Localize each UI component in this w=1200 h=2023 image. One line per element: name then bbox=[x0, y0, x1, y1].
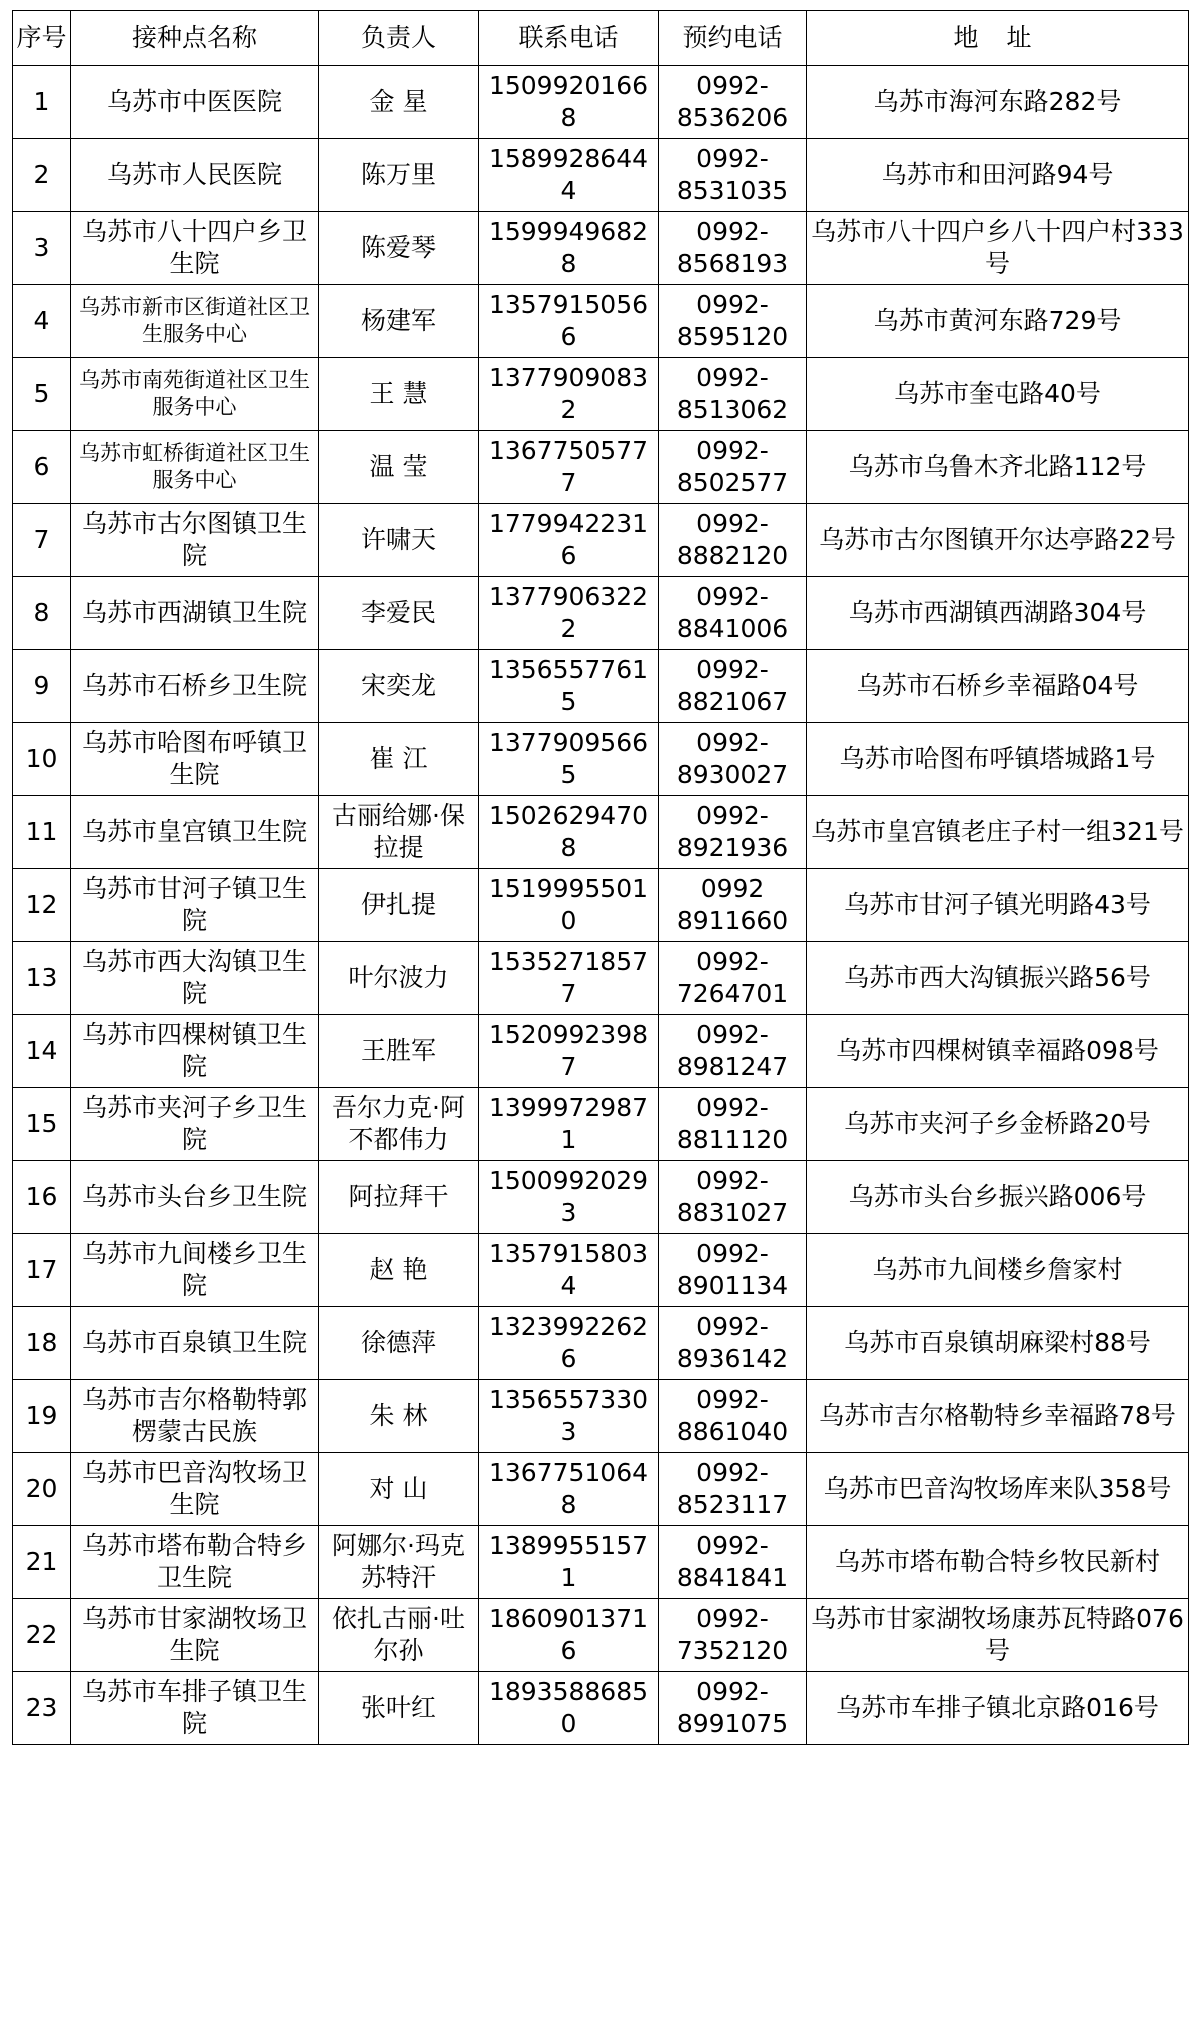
cell-booking-phone: 0992- 8991075 bbox=[659, 1672, 807, 1745]
cell-site-name: 乌苏市人民医院 bbox=[71, 139, 319, 212]
cell-index: 6 bbox=[13, 431, 71, 504]
column-header-index: 序号 bbox=[13, 11, 71, 66]
table-row bbox=[13, 358, 1189, 431]
cell-phone: 13579150566 bbox=[479, 285, 659, 358]
table-row bbox=[13, 1599, 1189, 1672]
cell-phone: 13239922626 bbox=[479, 1307, 659, 1380]
cell-index: 11 bbox=[13, 796, 71, 869]
cell-address: 乌苏市四棵树镇幸福路098号 bbox=[807, 1015, 1189, 1088]
cell-manager: 叶尔波力 bbox=[319, 942, 479, 1015]
cell-phone: 13779090832 bbox=[479, 358, 659, 431]
cell-index: 9 bbox=[13, 650, 71, 723]
table-row bbox=[13, 1015, 1189, 1088]
column-header-manager: 负责人 bbox=[319, 11, 479, 66]
cell-site-name: 乌苏市头台乡卫生院 bbox=[71, 1161, 319, 1234]
column-header-booking: 预约电话 bbox=[659, 11, 807, 66]
cell-phone: 13779095665 bbox=[479, 723, 659, 796]
cell-index: 2 bbox=[13, 139, 71, 212]
cell-address: 乌苏市夹河子乡金桥路20号 bbox=[807, 1088, 1189, 1161]
cell-phone: 18609013716 bbox=[479, 1599, 659, 1672]
cell-index: 5 bbox=[13, 358, 71, 431]
cell-site-name: 乌苏市八十四户乡卫生院 bbox=[71, 212, 319, 285]
cell-site-name: 乌苏市南苑街道社区卫生服务中心 bbox=[71, 358, 319, 431]
cell-site-name: 乌苏市皇宫镇卫生院 bbox=[71, 796, 319, 869]
header-row bbox=[13, 11, 1189, 66]
cell-booking-phone: 0992- 8841006 bbox=[659, 577, 807, 650]
cell-manager: 古丽给娜·保拉提 bbox=[319, 796, 479, 869]
table-row bbox=[13, 1453, 1189, 1526]
cell-index: 15 bbox=[13, 1088, 71, 1161]
cell-booking-phone: 0992- 8901134 bbox=[659, 1234, 807, 1307]
cell-manager: 阿拉拜干 bbox=[319, 1161, 479, 1234]
cell-booking-phone: 0992- 8523117 bbox=[659, 1453, 807, 1526]
table-row bbox=[13, 1234, 1189, 1307]
cell-manager: 金 星 bbox=[319, 66, 479, 139]
table-header bbox=[13, 11, 1189, 66]
cell-address: 乌苏市皇宫镇老庄子村一组321号 bbox=[807, 796, 1189, 869]
cell-booking-phone: 0992- 8821067 bbox=[659, 650, 807, 723]
cell-phone: 13899551571 bbox=[479, 1526, 659, 1599]
column-header-site: 接种点名称 bbox=[71, 11, 319, 66]
cell-booking-phone: 0992- 8936142 bbox=[659, 1307, 807, 1380]
cell-address: 乌苏市海河东路282号 bbox=[807, 66, 1189, 139]
cell-phone: 13677505777 bbox=[479, 431, 659, 504]
cell-manager: 温 莹 bbox=[319, 431, 479, 504]
cell-address: 乌苏市甘家湖牧场康苏瓦特路076号 bbox=[807, 1599, 1189, 1672]
cell-address: 乌苏市乌鲁木齐北路112号 bbox=[807, 431, 1189, 504]
cell-site-name: 乌苏市西大沟镇卫生院 bbox=[71, 942, 319, 1015]
cell-manager: 张叶红 bbox=[319, 1672, 479, 1745]
cell-booking-phone: 0992- 8841841 bbox=[659, 1526, 807, 1599]
cell-index: 17 bbox=[13, 1234, 71, 1307]
table-row bbox=[13, 869, 1189, 942]
cell-phone: 13565573303 bbox=[479, 1380, 659, 1453]
cell-site-name: 乌苏市甘家湖牧场卫生院 bbox=[71, 1599, 319, 1672]
cell-manager: 伊扎提 bbox=[319, 869, 479, 942]
cell-index: 4 bbox=[13, 285, 71, 358]
cell-index: 1 bbox=[13, 66, 71, 139]
cell-booking-phone: 0992- 7264701 bbox=[659, 942, 807, 1015]
column-header-address: 地 址 bbox=[807, 11, 1189, 66]
cell-phone: 15199955010 bbox=[479, 869, 659, 942]
cell-booking-phone: 0992- 8502577 bbox=[659, 431, 807, 504]
cell-phone: 15352718577 bbox=[479, 942, 659, 1015]
table-row bbox=[13, 577, 1189, 650]
cell-booking-phone: 0992 8911660 bbox=[659, 869, 807, 942]
cell-booking-phone: 0992- 8513062 bbox=[659, 358, 807, 431]
cell-phone: 18935886850 bbox=[479, 1672, 659, 1745]
cell-site-name: 乌苏市西湖镇卫生院 bbox=[71, 577, 319, 650]
cell-index: 22 bbox=[13, 1599, 71, 1672]
cell-phone: 15099201668 bbox=[479, 66, 659, 139]
table-row bbox=[13, 1161, 1189, 1234]
cell-booking-phone: 0992- 8831027 bbox=[659, 1161, 807, 1234]
cell-index: 14 bbox=[13, 1015, 71, 1088]
table-row bbox=[13, 1088, 1189, 1161]
cell-index: 7 bbox=[13, 504, 71, 577]
cell-address: 乌苏市和田河路94号 bbox=[807, 139, 1189, 212]
cell-manager: 对 山 bbox=[319, 1453, 479, 1526]
cell-site-name: 乌苏市虹桥街道社区卫生服务中心 bbox=[71, 431, 319, 504]
cell-address: 乌苏市古尔图镇开尔达亭路22号 bbox=[807, 504, 1189, 577]
table-row bbox=[13, 1380, 1189, 1453]
cell-manager: 陈万里 bbox=[319, 139, 479, 212]
table-row bbox=[13, 431, 1189, 504]
cell-address: 乌苏市甘河子镇光明路43号 bbox=[807, 869, 1189, 942]
column-header-phone: 联系电话 bbox=[479, 11, 659, 66]
cell-index: 16 bbox=[13, 1161, 71, 1234]
cell-phone: 13677510648 bbox=[479, 1453, 659, 1526]
cell-site-name: 乌苏市中医医院 bbox=[71, 66, 319, 139]
cell-site-name: 乌苏市哈图布呼镇卫生院 bbox=[71, 723, 319, 796]
table-row bbox=[13, 650, 1189, 723]
cell-manager: 陈爱琴 bbox=[319, 212, 479, 285]
cell-booking-phone: 0992- 8921936 bbox=[659, 796, 807, 869]
cell-manager: 王胜军 bbox=[319, 1015, 479, 1088]
cell-site-name: 乌苏市甘河子镇卫生院 bbox=[71, 869, 319, 942]
table-row bbox=[13, 285, 1189, 358]
cell-phone: 13579158034 bbox=[479, 1234, 659, 1307]
cell-manager: 阿娜尔·玛克苏特汗 bbox=[319, 1526, 479, 1599]
cell-address: 乌苏市塔布勒合特乡牧民新村 bbox=[807, 1526, 1189, 1599]
cell-manager: 赵 艳 bbox=[319, 1234, 479, 1307]
cell-manager: 杨建军 bbox=[319, 285, 479, 358]
cell-index: 12 bbox=[13, 869, 71, 942]
cell-address: 乌苏市奎屯路40号 bbox=[807, 358, 1189, 431]
cell-site-name: 乌苏市古尔图镇卫生院 bbox=[71, 504, 319, 577]
cell-phone: 13779063222 bbox=[479, 577, 659, 650]
cell-address: 乌苏市西大沟镇振兴路56号 bbox=[807, 942, 1189, 1015]
cell-site-name: 乌苏市塔布勒合特乡卫生院 bbox=[71, 1526, 319, 1599]
cell-address: 乌苏市头台乡振兴路006号 bbox=[807, 1161, 1189, 1234]
cell-booking-phone: 0992- 8882120 bbox=[659, 504, 807, 577]
vaccination-sites-table bbox=[12, 10, 1189, 1745]
cell-address: 乌苏市百泉镇胡麻梁村88号 bbox=[807, 1307, 1189, 1380]
cell-site-name: 乌苏市吉尔格勒特郭楞蒙古民族 bbox=[71, 1380, 319, 1453]
cell-site-name: 乌苏市夹河子乡卫生院 bbox=[71, 1088, 319, 1161]
cell-site-name: 乌苏市四棵树镇卫生院 bbox=[71, 1015, 319, 1088]
cell-booking-phone: 0992- 8930027 bbox=[659, 723, 807, 796]
table-row bbox=[13, 504, 1189, 577]
table-row bbox=[13, 723, 1189, 796]
cell-manager: 徐德萍 bbox=[319, 1307, 479, 1380]
cell-booking-phone: 0992- 7352120 bbox=[659, 1599, 807, 1672]
cell-manager: 朱 林 bbox=[319, 1380, 479, 1453]
cell-phone: 13999729871 bbox=[479, 1088, 659, 1161]
table-row bbox=[13, 1526, 1189, 1599]
cell-address: 乌苏市八十四户乡八十四户村333号 bbox=[807, 212, 1189, 285]
table-row bbox=[13, 942, 1189, 1015]
cell-site-name: 乌苏市百泉镇卫生院 bbox=[71, 1307, 319, 1380]
cell-site-name: 乌苏市石桥乡卫生院 bbox=[71, 650, 319, 723]
cell-phone: 17799422316 bbox=[479, 504, 659, 577]
cell-booking-phone: 0992- 8811120 bbox=[659, 1088, 807, 1161]
cell-index: 23 bbox=[13, 1672, 71, 1745]
cell-phone: 15209923987 bbox=[479, 1015, 659, 1088]
cell-index: 19 bbox=[13, 1380, 71, 1453]
cell-address: 乌苏市哈图布呼镇塔城路1号 bbox=[807, 723, 1189, 796]
cell-booking-phone: 0992- 8568193 bbox=[659, 212, 807, 285]
table-row bbox=[13, 1672, 1189, 1745]
cell-phone: 15009920293 bbox=[479, 1161, 659, 1234]
cell-index: 10 bbox=[13, 723, 71, 796]
cell-index: 13 bbox=[13, 942, 71, 1015]
cell-site-name: 乌苏市巴音沟牧场卫生院 bbox=[71, 1453, 319, 1526]
cell-booking-phone: 0992- 8536206 bbox=[659, 66, 807, 139]
table-row bbox=[13, 139, 1189, 212]
cell-address: 乌苏市石桥乡幸福路04号 bbox=[807, 650, 1189, 723]
cell-phone: 15899286444 bbox=[479, 139, 659, 212]
cell-manager: 许啸天 bbox=[319, 504, 479, 577]
cell-site-name: 乌苏市车排子镇卫生院 bbox=[71, 1672, 319, 1745]
cell-manager: 崔 江 bbox=[319, 723, 479, 796]
cell-phone: 13565577615 bbox=[479, 650, 659, 723]
cell-address: 乌苏市九间楼乡詹家村 bbox=[807, 1234, 1189, 1307]
cell-site-name: 乌苏市九间楼乡卫生院 bbox=[71, 1234, 319, 1307]
cell-manager: 李爱民 bbox=[319, 577, 479, 650]
table-row bbox=[13, 212, 1189, 285]
cell-booking-phone: 0992- 8531035 bbox=[659, 139, 807, 212]
cell-manager: 宋奕龙 bbox=[319, 650, 479, 723]
cell-address: 乌苏市黄河东路729号 bbox=[807, 285, 1189, 358]
cell-manager: 吾尔力克·阿不都伟力 bbox=[319, 1088, 479, 1161]
table-body bbox=[13, 66, 1189, 1745]
cell-index: 18 bbox=[13, 1307, 71, 1380]
cell-index: 8 bbox=[13, 577, 71, 650]
table-row bbox=[13, 66, 1189, 139]
cell-phone: 15999496828 bbox=[479, 212, 659, 285]
cell-index: 20 bbox=[13, 1453, 71, 1526]
cell-booking-phone: 0992- 8861040 bbox=[659, 1380, 807, 1453]
cell-phone: 15026294708 bbox=[479, 796, 659, 869]
cell-index: 3 bbox=[13, 212, 71, 285]
table-row bbox=[13, 1307, 1189, 1380]
cell-booking-phone: 0992- 8981247 bbox=[659, 1015, 807, 1088]
cell-manager: 王 慧 bbox=[319, 358, 479, 431]
cell-address: 乌苏市吉尔格勒特乡幸福路78号 bbox=[807, 1380, 1189, 1453]
cell-manager: 依扎古丽·吐尔孙 bbox=[319, 1599, 479, 1672]
cell-address: 乌苏市车排子镇北京路016号 bbox=[807, 1672, 1189, 1745]
cell-address: 乌苏市巴音沟牧场库来队358号 bbox=[807, 1453, 1189, 1526]
table-row bbox=[13, 796, 1189, 869]
cell-site-name: 乌苏市新市区街道社区卫生服务中心 bbox=[71, 285, 319, 358]
cell-index: 21 bbox=[13, 1526, 71, 1599]
cell-booking-phone: 0992- 8595120 bbox=[659, 285, 807, 358]
cell-address: 乌苏市西湖镇西湖路304号 bbox=[807, 577, 1189, 650]
